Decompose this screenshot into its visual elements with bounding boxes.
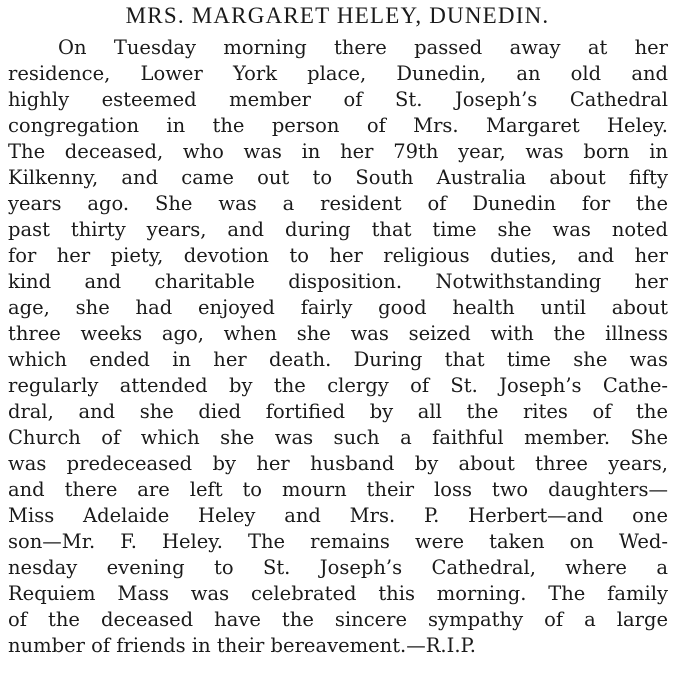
body-line: for her piety, devotion to her religious duties, and her <box>8 244 668 267</box>
body-line: which ended in her death. During that time she was <box>8 348 668 371</box>
body-line: On Tuesday morning there passed away at her <box>58 36 668 59</box>
headline: MRS. MARGARET HELEY, DUNEDIN. <box>125 3 550 28</box>
body-line: of the deceased have the sincere sympathy of a large <box>8 608 668 631</box>
body-line: nesday evening to St. Joseph’s Cathedral, where a <box>8 556 668 579</box>
body-line: Requiem Mass was celebrated this morning. The family <box>8 582 668 605</box>
body-line: son—Mr. F. Heley. The remains were taken on Wed- <box>8 530 668 553</box>
body-line: past thirty years, and during that time she was noted <box>8 218 668 241</box>
body-line: regularly attended by the clergy of St. Joseph’s Cathe- <box>8 374 668 397</box>
body-line: congregation in the person of Mrs. Margaret Heley. <box>8 114 668 137</box>
body-line: residence, Lower York place, Dunedin, an old and <box>8 62 668 85</box>
body-line: kind and charitable disposition. Notwithstanding her <box>8 270 668 293</box>
body-line: The deceased, who was in her 79th year, was born in <box>8 140 668 163</box>
body-line: years ago. She was a resident of Dunedin for the <box>8 192 668 215</box>
body-line: and there are left to mourn their loss two daughters— <box>8 478 668 501</box>
body-line: dral, and she died fortified by all the rites of the <box>8 400 668 423</box>
body-line: Church of which she was such a faithful member. She <box>8 426 668 449</box>
body-line: highly esteemed member of St. Joseph’s Cathedral <box>8 88 668 111</box>
body-line: age, she had enjoyed fairly good health until about <box>8 296 668 319</box>
body-line: was predeceased by her husband by about three years, <box>8 452 668 475</box>
body-line: three weeks ago, when she was seized with the illness <box>8 322 668 345</box>
body-line-last: number of friends in their bereavement.—R.I.P. <box>8 634 476 657</box>
body-line: Kilkenny, and came out to South Australia about fifty <box>8 166 668 189</box>
body-line: Miss Adelaide Heley and Mrs. P. Herbert—and one <box>8 504 668 527</box>
